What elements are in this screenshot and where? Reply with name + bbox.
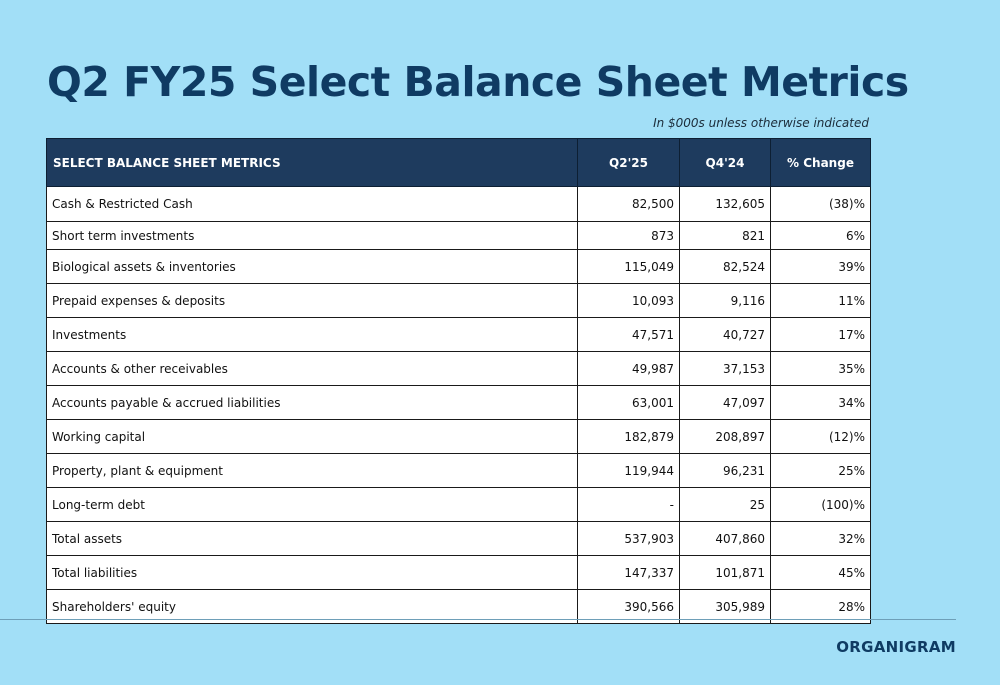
- q2-25-value: 537,903: [578, 522, 680, 556]
- q4-24-value: 96,231: [680, 454, 771, 488]
- percent-change-value: 6%: [771, 222, 871, 250]
- q2-25-value: 63,001: [578, 386, 680, 420]
- metric-label: Shareholders' equity: [47, 590, 578, 624]
- column-header-percent-change: % Change: [771, 139, 871, 187]
- percent-change-value: 39%: [771, 250, 871, 284]
- column-header-q2-25: Q2'25: [578, 139, 680, 187]
- organigram-logo: ORGANIGRAM: [836, 638, 956, 656]
- q2-25-value: 147,337: [578, 556, 680, 590]
- q4-24-value: 82,524: [680, 250, 771, 284]
- table-row: [47, 454, 871, 488]
- table-row: [47, 222, 871, 250]
- table-row: [47, 556, 871, 590]
- percent-change-value: 11%: [771, 284, 871, 318]
- column-header-q4-24: Q4'24: [680, 139, 771, 187]
- table-row: [47, 488, 871, 522]
- q2-25-value: -: [578, 488, 680, 522]
- percent-change-value: (100)%: [771, 488, 871, 522]
- metric-label: Total liabilities: [47, 556, 578, 590]
- q2-25-value: 873: [578, 222, 680, 250]
- q4-24-value: 132,605: [680, 187, 771, 222]
- q4-24-value: 47,097: [680, 386, 771, 420]
- metric-label: Total assets: [47, 522, 578, 556]
- metric-label: Long-term debt: [47, 488, 578, 522]
- percent-change-value: 45%: [771, 556, 871, 590]
- table-header-row: [47, 139, 871, 187]
- table-row: [47, 318, 871, 352]
- percent-change-value: 17%: [771, 318, 871, 352]
- metric-label: Working capital: [47, 420, 578, 454]
- percent-change-value: 32%: [771, 522, 871, 556]
- percent-change-value: 35%: [771, 352, 871, 386]
- units-note: In $000s unless otherwise indicated: [653, 116, 869, 130]
- table-row: [47, 284, 871, 318]
- table-row: [47, 522, 871, 556]
- metric-label: Prepaid expenses & deposits: [47, 284, 578, 318]
- metric-label: Accounts payable & accrued liabilities: [47, 386, 578, 420]
- q2-25-value: 390,566: [578, 590, 680, 624]
- percent-change-value: 34%: [771, 386, 871, 420]
- table-row: [47, 187, 871, 222]
- q4-24-value: 37,153: [680, 352, 771, 386]
- percent-change-value: (38)%: [771, 187, 871, 222]
- metric-label: Biological assets & inventories: [47, 250, 578, 284]
- table-row: [47, 250, 871, 284]
- q4-24-value: 208,897: [680, 420, 771, 454]
- footer-divider: [0, 619, 956, 620]
- q4-24-value: 407,860: [680, 522, 771, 556]
- table-row: [47, 386, 871, 420]
- q4-24-value: 821: [680, 222, 771, 250]
- q2-25-value: 10,093: [578, 284, 680, 318]
- column-header-metric: SELECT BALANCE SHEET METRICS: [47, 139, 578, 187]
- percent-change-value: 25%: [771, 454, 871, 488]
- metric-label: Accounts & other receivables: [47, 352, 578, 386]
- metric-label: Cash & Restricted Cash: [47, 187, 578, 222]
- metric-label: Property, plant & equipment: [47, 454, 578, 488]
- page-title: Q2 FY25 Select Balance Sheet Metrics: [47, 58, 909, 106]
- percent-change-value: (12)%: [771, 420, 871, 454]
- q4-24-value: 25: [680, 488, 771, 522]
- table-row: [47, 420, 871, 454]
- q2-25-value: 47,571: [578, 318, 680, 352]
- q2-25-value: 182,879: [578, 420, 680, 454]
- q2-25-value: 82,500: [578, 187, 680, 222]
- q2-25-value: 115,049: [578, 250, 680, 284]
- q2-25-value: 49,987: [578, 352, 680, 386]
- balance-sheet-table: [46, 138, 871, 624]
- q4-24-value: 9,116: [680, 284, 771, 318]
- metric-label: Short term investments: [47, 222, 578, 250]
- metric-label: Investments: [47, 318, 578, 352]
- table-row: [47, 352, 871, 386]
- percent-change-value: 28%: [771, 590, 871, 624]
- q4-24-value: 101,871: [680, 556, 771, 590]
- q4-24-value: 40,727: [680, 318, 771, 352]
- q4-24-value: 305,989: [680, 590, 771, 624]
- q2-25-value: 119,944: [578, 454, 680, 488]
